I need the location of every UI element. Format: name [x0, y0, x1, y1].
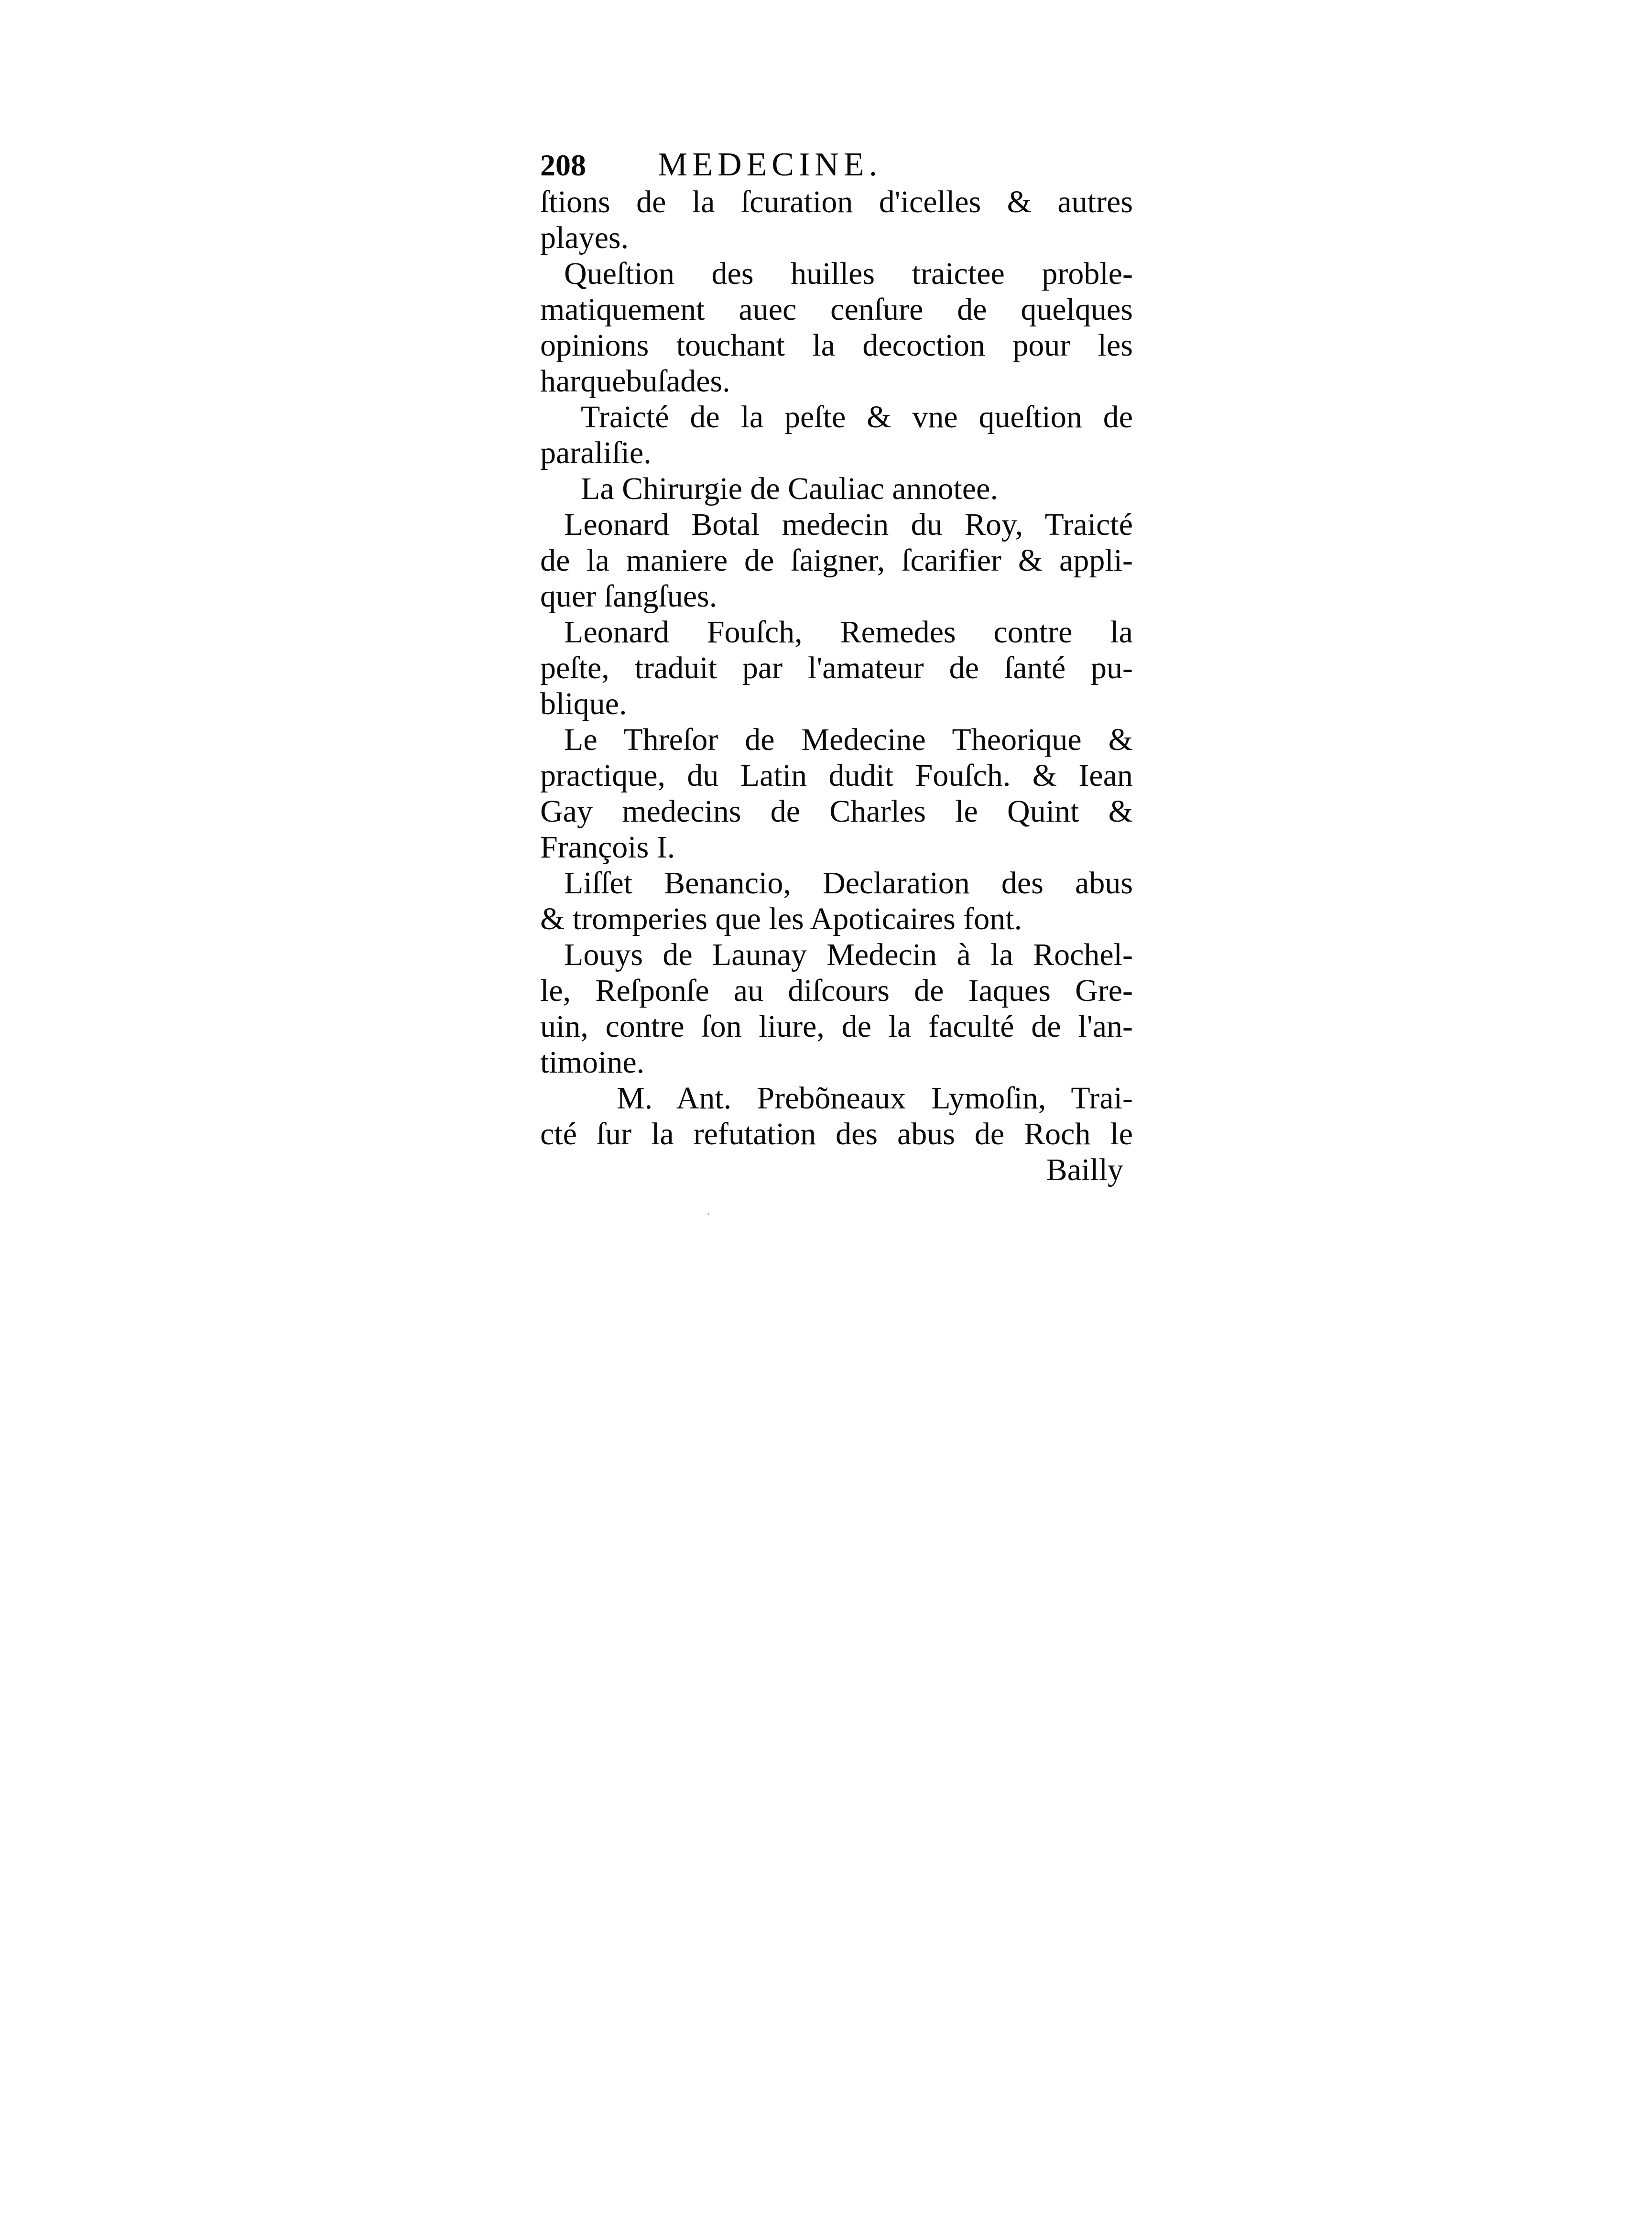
text-line: Liſſet Benancio, Declaration des abus [564, 866, 1133, 901]
text-line: Queſtion des huilles traictee proble- [564, 256, 1133, 291]
text-line: Le Threſor de Medecine Theorique & [564, 722, 1133, 757]
text-line: Gay medecins de Charles le Quint & [540, 794, 1133, 829]
text-line: timoine. [540, 1045, 645, 1080]
text-line: Leonard Fouſch, Remedes contre la [564, 615, 1133, 650]
text-line: practique, du Latin dudit Fouſch. & Iean [540, 758, 1133, 793]
text-line: harquebuſades. [540, 364, 730, 399]
text-line: Leonard Botal medecin du Roy, Traicté [564, 507, 1133, 542]
paper-speck [707, 1213, 709, 1215]
text-line: uin, contre ſon liure, de la faculté de l'an- [540, 1009, 1133, 1044]
text-line: La Chirurgie de Cauliac annotee. [581, 471, 998, 506]
catchword: Bailly [1046, 1152, 1123, 1187]
text-line: le, Reſponſe au diſcours de Iaques Gre- [540, 973, 1133, 1008]
page-number: 208 [540, 148, 586, 182]
text-line: peſte, traduit par l'amateur de ſanté pu- [540, 651, 1133, 685]
text-line: matiquement auec cenſure de quelques [540, 292, 1133, 327]
text-line: François I. [540, 830, 675, 865]
text-line: & tromperies que les Apoticaires font. [540, 901, 1022, 936]
text-line: opinions touchant la decoction pour les [540, 328, 1133, 363]
text-line: playes. [540, 220, 629, 255]
text-line: Traicté de la peſte & vne queſtion de [581, 400, 1133, 434]
text-line: M. Ant. Prebõneaux Lymoſin, Trai- [617, 1081, 1133, 1116]
text-line: quer ſangſues. [540, 579, 717, 614]
text-line: de la maniere de ſaigner, ſcarifier & appli- [540, 543, 1133, 578]
text-line: Louys de Launay Medecin à la Rochel- [564, 937, 1133, 972]
text-block [540, 146, 1133, 1188]
text-line: ſtions de la ſcuration d'icelles & autres [540, 185, 1133, 219]
text-line: cté ſur la refutation des abus de Roch le [540, 1117, 1133, 1151]
running-head: MEDECINE. [658, 146, 882, 183]
text-line: paraliſie. [540, 435, 652, 470]
text-line: blique. [540, 686, 627, 721]
page-header [540, 146, 1133, 184]
